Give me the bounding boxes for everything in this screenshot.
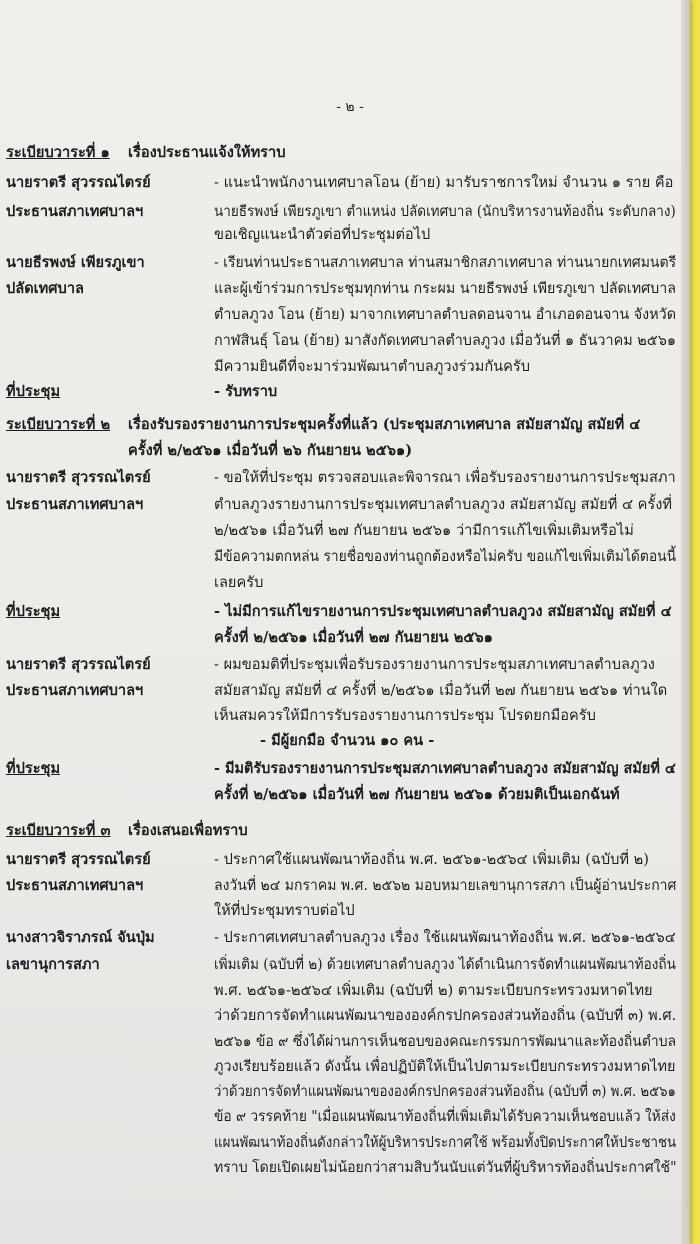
text-line: ทราบ โดยเปิดเผยไม่น้อยกว่าสามสิบวันนับแต่วันที่ผู้บริหารท้องถิ่นประกาศใช้" <box>214 1159 677 1176</box>
text-line: แผนพัฒนาท้องถิ่นดังกล่าวให้ผู้บริหารประกาศใช้ พร้อมทั้งปิดประกาศให้ประชาชน <box>214 1134 677 1151</box>
text-line: เห็นสมควรให้มีการรับรองรายงานการประชุม โปรดยกมือครับ <box>214 707 596 724</box>
text-line: ลงวันที่ ๒๔ มกราคม พ.ศ. ๒๕๖๒ มอบหมายเลขานุการสภา เป็นผู้อ่านประกาศ <box>214 877 677 894</box>
text-line: - มีผู้ยกมือ จำนวน ๑๐ คน - <box>260 732 435 749</box>
text-line: ว่าด้วยการจัดทำแผนพัฒนาขององค์กรปกครองส่วนท้องถิ่น (ฉบับที่ ๓) พ.ศ. <box>214 1007 677 1024</box>
text-line: และผู้เข้าร่วมการประชุมทุกท่าน กระผม นายธีรพงษ์ เพียรภูเขา ปลัดเทศบาล <box>214 280 677 297</box>
text-line: ระเบียบวาระที่ ๒ <box>6 416 111 433</box>
text-line: นายราตรี สุวรรณไตรย์ <box>6 174 151 191</box>
text-line: เพิ่มเติม (ฉบับที่ ๒) ด้วยเทศบาลตำบลภูวง ได้ดำเนินการจัดทำแผนพัฒนาท้องถิ่น <box>214 956 676 973</box>
text-line: ระเบียบวาระที่ ๑ <box>6 144 110 161</box>
text-line: ที่ประชุม <box>6 603 61 620</box>
text-line: - มีมติรับรองรายงานการประชุมสภาเทศบาลตำบลภูวง สมัยสามัญ สมัยที่ ๔ <box>214 760 676 777</box>
text-line: ประธานสภาเทศบาลฯ <box>6 496 144 513</box>
text-line: - ผมขอมติที่ประชุมเพื่อรับรองรายงานการประชุมสภาเทศบาลตำบลภูวง <box>214 656 655 673</box>
page-number: - ๒ - <box>336 99 364 115</box>
text-line: - ประกาศใช้แผนพัฒนาท้องถิ่น พ.ศ. ๒๕๖๑-๒๕๖๔ เพิ่มเติม (ฉบับที่ ๒) <box>214 851 649 868</box>
text-line: พ.ศ. ๒๕๖๑-๒๕๖๔ เพิ่มเติม (ฉบับที่ ๒) ตามระเบียบกระทรวงมหาดไทย <box>214 982 653 999</box>
text-line: ประธานสภาเทศบาลฯ <box>6 877 144 894</box>
text-line: ระเบียบวาระที่ ๓ <box>6 822 111 839</box>
text-line: ที่ประชุม <box>6 760 61 777</box>
page-edge <box>681 0 690 1244</box>
text-line: ว่าด้วยการจัดทำแผนพัฒนาขององค์กรปกครองส่วนท้องถิ่น (ฉบับที่ ๓) พ.ศ. ๒๕๖๑ <box>214 1083 676 1100</box>
text-line: นายราตรี สุวรรณไตรย์ <box>6 469 151 486</box>
text-line: ตำบลภูวง โอน (ย้าย) มาจากเทศบาลตำบลดอนจาน อำเภอดอนจาน จังหวัด <box>214 306 677 323</box>
text-line: ประธานสภาเทศบาลฯ <box>6 682 144 699</box>
text-line: สมัยสามัญ สมัยที่ ๔ ครั้งที่ ๒/๒๕๖๑ เมื่อวันที่ ๒๗ กันยายน ๒๕๖๑ ท่านใด <box>214 682 668 699</box>
text-line: ภูวงเรียบร้อยแล้ว ดังนั้น เพื่อปฏิบัติให้เป็นไปตามระเบียบกระทรวงมหาดไทย <box>214 1058 676 1075</box>
text-line: - เรียนท่านประธานสภาเทศบาล ท่านสมาชิกสภาเทศบาล ท่านนายกเทศมนตรี <box>214 254 677 271</box>
text-line: ให้ที่ประชุมทราบต่อไป <box>214 902 355 919</box>
text-line: - ขอให้ที่ประชุม ตรวจสอบและพิจารณา เพื่อรับรองรายงานการประชุมสภา <box>214 469 676 486</box>
text-line: ประธานสภาเทศบาลฯ <box>6 203 144 220</box>
text-line: ขอเชิญแนะนำตัวต่อที่ประชุมต่อไป <box>214 226 431 243</box>
text-line: - แนะนำพนักงานเทศบาลโอน (ย้าย) มารับราชการใหม่ จำนวน ๑ ราย คือ <box>214 174 674 191</box>
text-line: เลยครับ <box>214 574 264 591</box>
text-line: - ประกาศเทศบาลตำบลภูวง เรื่อง ใช้แผนพัฒนาท้องถิ่น พ.ศ. ๒๕๖๑-๒๕๖๔ <box>214 929 676 946</box>
text-line: ปลัดเทศบาล <box>6 280 84 297</box>
text-line: - รับทราบ <box>214 383 278 400</box>
text-line: ข้อ ๙ วรรคท้าย "เมื่อแผนพัฒนาท้องถิ่นที่เพิ่มเติมได้รับความเห็นชอบแล้ว ให้ส่ง <box>214 1108 676 1125</box>
text-line: นางสาวจิราภรณ์ จันปุ่ม <box>6 929 155 946</box>
text-line: เรื่องประธานแจ้งให้ทราบ <box>128 144 286 161</box>
text-line: นายธีรพงษ์ เพียรภูเขา ตำแหน่ง ปลัดเทศบาล (นักบริหารงานท้องถิ่น ระดับกลาง) <box>214 203 676 220</box>
text-line: ครั้งที่ ๒/๒๕๖๑ เมื่อวันที่ ๒๗ กันยายน ๒๕๖๑ ด้วยมติเป็นเอกฉันท์ <box>214 786 620 803</box>
text-line: ตำบลภูวงรายงานการประชุมเทศบาลตำบลภูวง สมัยสามัญ สมัยที่ ๔ ครั้งที่ <box>214 496 673 513</box>
text-line: เรื่องเสนอเพื่อทราบ <box>128 822 248 839</box>
text-line: ครั้งที่ ๒/๒๕๖๑ เมื่อวันที่ ๒๗ กันยายน ๒๕๖๑ <box>214 629 493 646</box>
text-line: ครั้งที่ ๒/๒๕๖๑ เมื่อวันที่ ๒๖ กันยายน ๒๕๖๑) <box>128 442 413 459</box>
text-line: ๒๕๖๑ ข้อ ๙ ซึ่งได้ผ่านการเห็นชอบของคณะกรรมการพัฒนาและท้องถิ่นตำบล <box>214 1033 677 1050</box>
text-line: นายราตรี สุวรรณไตรย์ <box>6 851 151 868</box>
text-line: ๒/๒๕๖๑ เมื่อวันที่ ๒๗ กันยายน ๒๕๖๑ ว่ามีการแก้ไขเพิ่มเติมหรือไม่ <box>214 522 634 539</box>
text-line: - ไม่มีการแก้ไขรายงานการประชุมเทศบาลตำบลภูวง สมัยสามัญ สมัยที่ ๔ <box>214 603 672 620</box>
text-line: กาฬสินธุ์ โอน (ย้าย) มาสังกัดเทศบาลตำบลภูวง เมื่อวันที่ ๑ ธันวาคม ๒๕๖๑ <box>214 332 676 349</box>
text-line: นายธีรพงษ์ เพียรภูเขา <box>6 254 145 271</box>
text-line: มีความยินดีที่จะมาร่วมพัฒนาตำบลภูวงร่วมกันครับ <box>214 358 530 375</box>
text-line: เลขานุการสภา <box>6 956 100 973</box>
text-line: เรื่องรับรองรายงานการประชุมครั้งที่แล้ว (ประชุมสภาเทศบาล สมัยสามัญ สมัยที่ ๔ <box>128 416 641 433</box>
text-line: ที่ประชุม <box>6 383 61 400</box>
text-line: นายราตรี สุวรรณไตรย์ <box>6 656 151 673</box>
text-line: มีข้อความตกหล่น รายชื่อของท่านถูกต้องหรือไม่ครับ ขอแก้ไขเพิ่มเติมได้ตอนนี้ <box>214 548 677 565</box>
